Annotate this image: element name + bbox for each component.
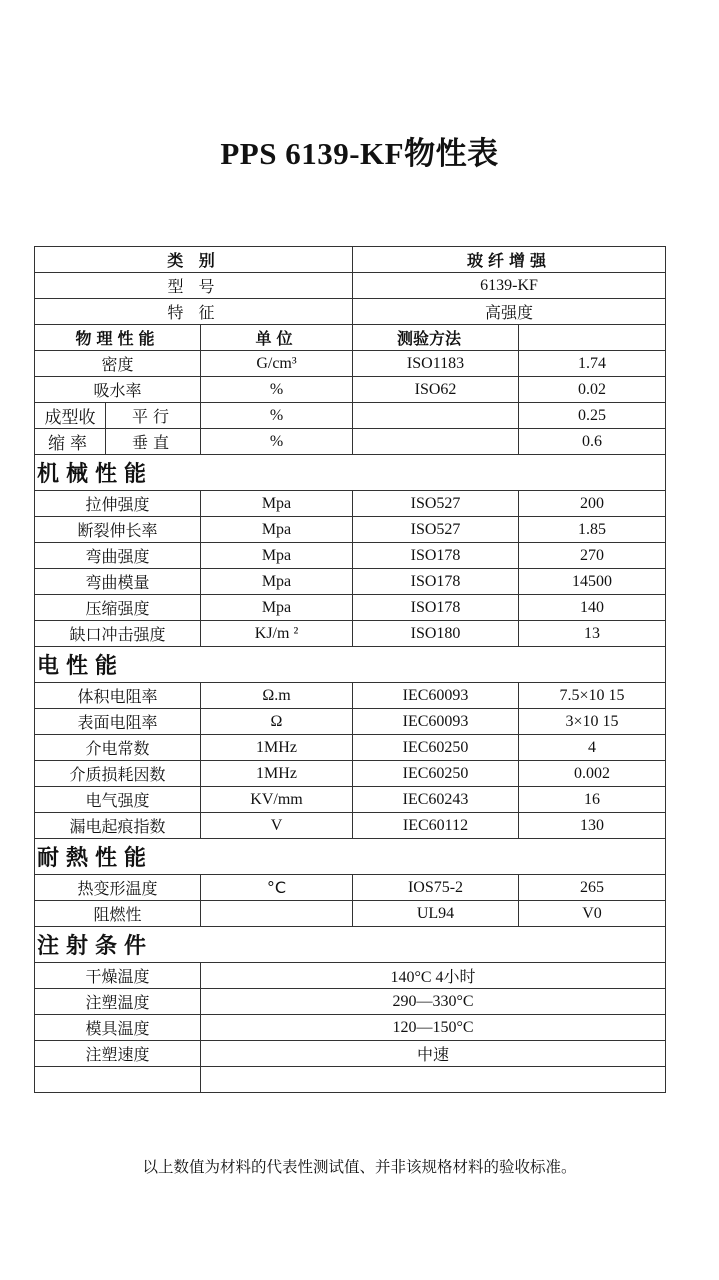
table-row: [35, 569, 666, 595]
property-value: 0.6: [519, 429, 666, 455]
table-row: [35, 351, 666, 377]
property-value: 1.85: [519, 517, 666, 543]
property-value: 0.25: [519, 403, 666, 429]
property-name: 断裂伸长率: [35, 517, 201, 543]
property-unit: Mpa: [201, 569, 353, 595]
property-unit: 1MHz: [201, 735, 353, 761]
property-method: IEC60250: [353, 761, 519, 787]
table-row: [35, 1015, 666, 1041]
property-unit: G/cm³: [201, 351, 353, 377]
property-method: ISO527: [353, 517, 519, 543]
shrinkage-label-line1: 成型收: [35, 403, 106, 429]
footer-note: 以上数值为材料的代表性测试值、并非该规格材料的验收标准。: [142, 1158, 577, 1176]
property-value: 140: [519, 595, 666, 621]
property-value: 200: [519, 491, 666, 517]
property-unit: °C: [201, 875, 353, 901]
condition-value: 中速: [201, 1041, 666, 1067]
table-row: [35, 709, 666, 735]
property-unit: Ω: [201, 709, 353, 735]
property-method: ISO62: [353, 377, 519, 403]
table-row: [35, 621, 666, 647]
property-unit: Mpa: [201, 517, 353, 543]
table-row: [35, 787, 666, 813]
property-method: [353, 403, 519, 429]
property-method: ISO180: [353, 621, 519, 647]
condition-name: 注塑速度: [35, 1041, 201, 1067]
property-value: 4: [519, 735, 666, 761]
property-value: 3×10 15: [519, 709, 666, 735]
property-value: V0: [519, 901, 666, 927]
property-value: 13: [519, 621, 666, 647]
page-title: PPS 6139-KF物性表: [220, 136, 499, 171]
model-value: 6139-KF: [353, 273, 666, 299]
property-name: 表面电阻率: [35, 709, 201, 735]
condition-value: 290—330°C: [201, 989, 666, 1015]
property-method: IEC60112: [353, 813, 519, 839]
property-method: IEC60093: [353, 709, 519, 735]
table-row: [35, 403, 666, 429]
property-name: 漏电起痕指数: [35, 813, 201, 839]
section-row: [35, 455, 666, 491]
property-method: [353, 429, 519, 455]
property-unit: %: [201, 429, 353, 455]
section-title-injection: 注射条件: [35, 927, 666, 963]
property-name: 阻燃性: [35, 901, 201, 927]
feature-value: 高强度: [353, 299, 666, 325]
property-value: 130: [519, 813, 666, 839]
property-method: UL94: [353, 901, 519, 927]
property-method: IEC60093: [353, 683, 519, 709]
property-name: 垂直: [106, 429, 201, 455]
property-method: ISO527: [353, 491, 519, 517]
table-row: [35, 1041, 666, 1067]
property-value: 1.74: [519, 351, 666, 377]
property-value: 0.02: [519, 377, 666, 403]
property-name: 电气强度: [35, 787, 201, 813]
condition-name: 注塑温度: [35, 989, 201, 1015]
property-unit: [201, 901, 353, 927]
property-name: 介质损耗因数: [35, 761, 201, 787]
property-unit: Mpa: [201, 595, 353, 621]
table-row: [35, 1067, 666, 1093]
col-value: [519, 325, 666, 351]
model-row: [35, 273, 666, 299]
property-name: 吸水率: [35, 377, 201, 403]
property-name: 热变形温度: [35, 875, 201, 901]
condition-name: 干燥温度: [35, 963, 201, 989]
category-value: 玻纤增强: [353, 247, 666, 273]
property-name: 拉伸强度: [35, 491, 201, 517]
property-value: 14500: [519, 569, 666, 595]
condition-name: [35, 1067, 201, 1093]
table-row: [35, 901, 666, 927]
table-row: [35, 813, 666, 839]
table-row: [35, 377, 666, 403]
property-unit: KJ/m ²: [201, 621, 353, 647]
col-unit: 单位: [201, 325, 353, 351]
shrinkage-label-line2: 缩率: [35, 429, 106, 455]
property-name: 压缩强度: [35, 595, 201, 621]
property-method: IOS75-2: [353, 875, 519, 901]
table-row: [35, 761, 666, 787]
property-unit: KV/mm: [201, 787, 353, 813]
feature-label: 特 征: [35, 299, 353, 325]
property-name: 平行: [106, 403, 201, 429]
condition-value: 120—150°C: [201, 1015, 666, 1041]
condition-value: 140°C 4小时: [201, 963, 666, 989]
table-row: [35, 683, 666, 709]
table-row: [35, 989, 666, 1015]
property-method: IEC60243: [353, 787, 519, 813]
property-unit: Mpa: [201, 543, 353, 569]
property-unit: 1MHz: [201, 761, 353, 787]
condition-name: 模具温度: [35, 1015, 201, 1041]
property-name: 缺口冲击强度: [35, 621, 201, 647]
model-label: 型 号: [35, 273, 353, 299]
col-method: 测验方法: [353, 325, 519, 351]
property-method: ISO1183: [353, 351, 519, 377]
property-unit: Mpa: [201, 491, 353, 517]
section-row: [35, 927, 666, 963]
category-label: 类 别: [35, 247, 353, 273]
feature-row: [35, 299, 666, 325]
property-value: 0.002: [519, 761, 666, 787]
table-row: [35, 963, 666, 989]
property-unit: %: [201, 403, 353, 429]
condition-value: [201, 1067, 666, 1093]
property-method: ISO178: [353, 569, 519, 595]
section-title-electrical: 电性能: [35, 647, 666, 683]
property-unit: %: [201, 377, 353, 403]
property-name: 弯曲强度: [35, 543, 201, 569]
property-name: 介电常数: [35, 735, 201, 761]
section-row: [35, 647, 666, 683]
property-method: ISO178: [353, 543, 519, 569]
property-value: 16: [519, 787, 666, 813]
table-row: [35, 543, 666, 569]
property-unit: Ω.m: [201, 683, 353, 709]
property-value: 7.5×10 15: [519, 683, 666, 709]
property-method: IEC60250: [353, 735, 519, 761]
property-name: 弯曲模量: [35, 569, 201, 595]
property-value: 265: [519, 875, 666, 901]
table-row: [35, 735, 666, 761]
column-header-row: [35, 325, 666, 351]
property-unit: V: [201, 813, 353, 839]
table-row: [35, 875, 666, 901]
category-row: [35, 247, 666, 273]
property-name: 密度: [35, 351, 201, 377]
section-title-thermal: 耐熱性能: [35, 839, 666, 875]
section-row: [35, 839, 666, 875]
property-method: ISO178: [353, 595, 519, 621]
property-value: 270: [519, 543, 666, 569]
section-title-mechanical: 机械性能: [35, 455, 666, 491]
property-name: 体积电阻率: [35, 683, 201, 709]
table-row: [35, 491, 666, 517]
table-row: [35, 429, 666, 455]
col-property: 物理性能: [35, 325, 201, 351]
table-row: [35, 595, 666, 621]
properties-table: [34, 246, 666, 1093]
table-row: [35, 517, 666, 543]
